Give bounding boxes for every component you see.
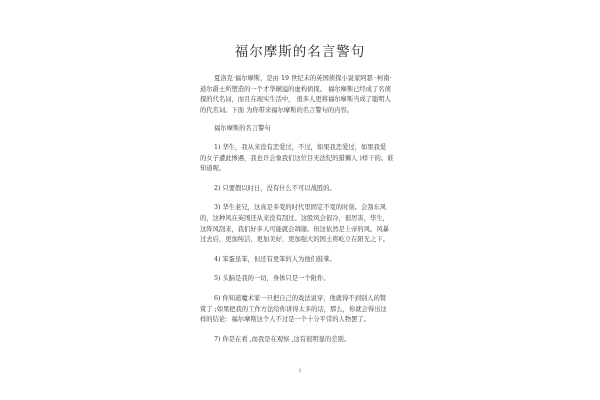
page-number: 1 <box>298 368 302 374</box>
quote-line: 的，这种风在英国还从来没有刮过。这股风会很冷，很厉害，华生， <box>200 214 389 222</box>
quote-item-2 <box>200 184 415 195</box>
quote-line: 过去后，更加纯洁、更加美好、更加强大的国土将屹立在阳光之下。 <box>200 236 389 244</box>
quote-line: 6) 你知道魔术家一旦把自己的戏法说穿，他就得不到别人的赞 <box>214 294 387 302</box>
quote-item-5 <box>200 274 415 285</box>
quote-line: 4) 笨蛋虽笨，但还有更笨的人为他们鼓掌。 <box>214 255 336 263</box>
quote-line: 的女子遭此惨遇，我也许会象我们这位目无法纪的猎狮人 )样干的。谁 <box>200 154 394 162</box>
quote-line: 3) 华生老兄，这真是多变的时代里固定不变的时刻。会刮东风 <box>214 204 387 212</box>
quote-item-1 <box>200 143 415 175</box>
quote-item-6 <box>200 294 415 326</box>
quote-item-7 <box>200 335 415 346</box>
intro-paragraph <box>200 74 415 116</box>
quote-line: 2) 只要假以时日，没有什么不可以战胜的。 <box>214 184 336 192</box>
intro-line: 夏洛克·福尔摩斯，是由 19 世纪末的英国侦探小说家阿瑟 ·柯南· <box>214 75 392 82</box>
intro-line: 道尔爵士所塑造的一个才华横溢的虚构侦探。 福尔摩斯已经成了名侦 <box>200 85 391 93</box>
quote-line: 样的结论：福尔摩斯这个人不过是一个十分平常的人物罢了。 <box>200 316 371 324</box>
quote-line: 赏了 ;如果把我的工作方法给你讲得太多的话，那么，你就会得出这 <box>200 305 387 313</box>
quote-line: 1) 华生，我从来没有恋爱过，不过，如果我恋爱过，如果我爱 <box>214 143 387 151</box>
intro-line: 的代名词。下面 为你带来福尔摩斯的名言警句的内容。 <box>200 106 354 114</box>
section-heading: 福尔摩斯的名言警句 <box>214 125 271 133</box>
document-body <box>200 74 415 345</box>
quote-line: 7) 你是在看 ,而我是在观察 ,这有很明显的差别。 <box>214 335 351 343</box>
quote-line: 知道呢。 <box>200 165 226 173</box>
quote-item-3 <box>200 203 415 245</box>
quote-line: 5) 头脑是我的一切，身体只是一个附件。 <box>214 275 330 283</box>
document-title: 福尔摩斯的名言警句 <box>234 44 366 60</box>
intro-line: 探的代名词，而且在现实生活中， 很多人更将福尔摩斯当成了聪明人 <box>200 96 391 104</box>
quote-item-4 <box>200 255 415 266</box>
quote-line: 这阵风刮来，我们好多人可能就会凋谢。但这依然是上帝的风。风暴 <box>200 225 389 233</box>
